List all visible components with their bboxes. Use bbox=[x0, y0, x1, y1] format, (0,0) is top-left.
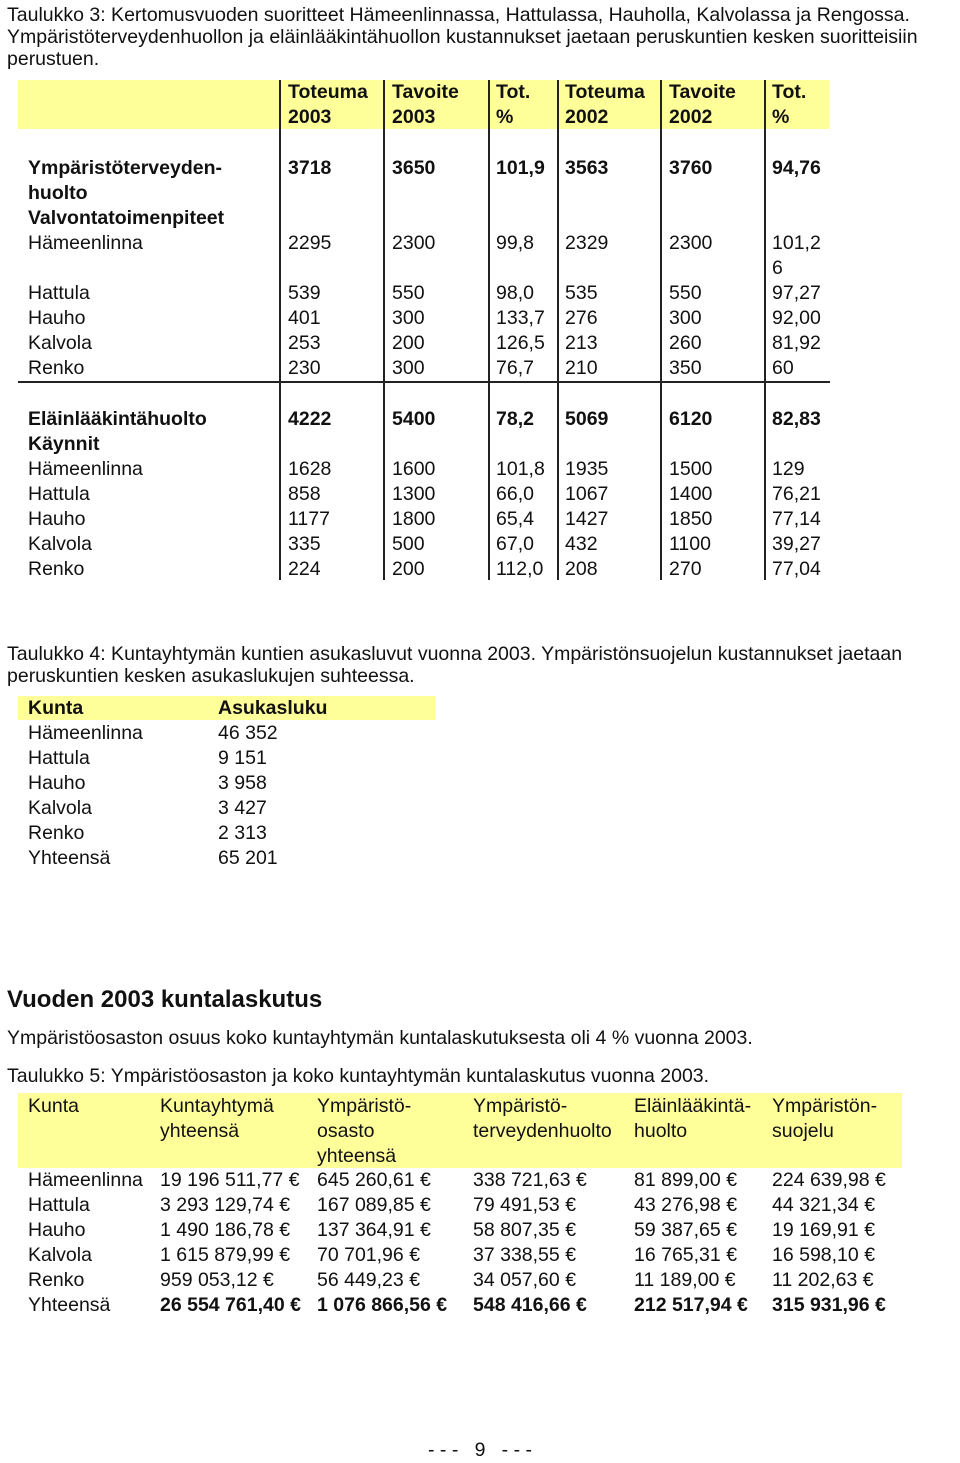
amount-cell: 959 053,12 € bbox=[160, 1269, 274, 1291]
euro-sign: € bbox=[409, 1244, 421, 1266]
section1-total: 3650 bbox=[392, 157, 436, 179]
col-header-6: Tot. % bbox=[772, 81, 807, 128]
euro-sign: € bbox=[565, 1244, 577, 1266]
section1-total: 3760 bbox=[669, 157, 713, 179]
amount-cell: 58 807,35 € bbox=[473, 1219, 577, 1241]
amount-cell: 37 338,55 € bbox=[473, 1244, 577, 1266]
col-header-kunta: Kunta bbox=[28, 697, 84, 719]
euro-sign: € bbox=[726, 1194, 738, 1216]
euro-sign: € bbox=[724, 1269, 736, 1291]
amount-cell: 43 276,98 € bbox=[634, 1194, 738, 1216]
amount-cell: 34 057,60 € bbox=[473, 1269, 577, 1291]
euro-sign: € bbox=[862, 1269, 874, 1291]
amount-cell: 11 189,00 € bbox=[634, 1269, 736, 1291]
amount-cell: 16 598,10 € bbox=[772, 1244, 876, 1266]
table3-caption: Taulukko 3: Kertomusvuoden suoritteet Hämeenlinnassa, Hattulassa, Hauholla, Kalvolassa ja Rengossa. Ympäristöterveydenhuollon ja eläinlääkintähuollon kustannukset jaetaan peruskuntien kesken suoritteisiin perustuen. bbox=[7, 4, 918, 70]
amount-cell: 548 416,66 € bbox=[473, 1294, 587, 1316]
euro-sign: € bbox=[737, 1294, 748, 1316]
euro-sign: € bbox=[726, 1244, 738, 1266]
euro-sign: € bbox=[726, 1169, 738, 1191]
col-header-ympariston-suojelu: Ympäristön- suojelu bbox=[772, 1095, 878, 1142]
row-label: Hämeenlinna bbox=[28, 1169, 143, 1191]
euro-sign: € bbox=[565, 1269, 577, 1291]
col-header-5: Tavoite 2002 bbox=[669, 81, 736, 128]
row-label: Kalvola bbox=[28, 1244, 92, 1266]
euro-sign: € bbox=[726, 1219, 738, 1241]
section-heading: Vuoden 2003 kuntalaskutus bbox=[7, 986, 323, 1013]
section2-total: 5069 bbox=[565, 408, 609, 430]
amount-cell: 137 364,91 € bbox=[317, 1219, 431, 1241]
col-header-kuntayhtyma: Kuntayhtymä yhteensä bbox=[160, 1095, 274, 1142]
table4-caption: Taulukko 4: Kuntayhtymän kuntien asukasluvut vuonna 2003. Ympäristönsuojelun kustannukset jaetaan peruskuntien kesken asukaslukujen suhteessa. bbox=[7, 643, 903, 687]
amount-cell: 1 490 186,78 € bbox=[160, 1219, 291, 1241]
amount-cell: 645 260,61 € bbox=[317, 1169, 431, 1191]
euro-sign: € bbox=[279, 1194, 291, 1216]
row-label: Hauho bbox=[28, 1219, 86, 1241]
section1-title-line1: Ympäristöterveyden- bbox=[28, 157, 222, 179]
amount-cell: 44 321,34 € bbox=[772, 1194, 876, 1216]
amount-cell: 3 293 129,74 € bbox=[160, 1194, 291, 1216]
section1-title-line2: huolto bbox=[28, 182, 88, 204]
section2-title: Eläinlääkintähuolto bbox=[28, 408, 207, 430]
euro-sign: € bbox=[875, 1294, 886, 1316]
amount-cell: 1 076 866,56 € bbox=[317, 1294, 448, 1316]
euro-sign: € bbox=[420, 1219, 431, 1241]
euro-sign: € bbox=[576, 1294, 587, 1316]
section2-total: 6120 bbox=[669, 408, 713, 430]
euro-sign: € bbox=[420, 1169, 431, 1191]
amount-cell: 19 169,91 € bbox=[772, 1219, 876, 1241]
col-header-ymparistoterveydenhuolto: Ympäristö- terveydenhuolto bbox=[473, 1095, 612, 1142]
col-header-asukasluku: Asukasluku bbox=[218, 697, 328, 719]
euro-sign: € bbox=[864, 1219, 876, 1241]
euro-sign: € bbox=[864, 1244, 876, 1266]
summary-paragraph: Ympäristöosaston osuus koko kuntayhtymän kuntalaskutuksesta oli 4 % vuonna 2003. bbox=[7, 1027, 753, 1049]
table5-header-background bbox=[18, 1093, 902, 1168]
row-label: Yhteensä bbox=[28, 1294, 111, 1316]
euro-sign: € bbox=[279, 1244, 291, 1266]
section2-total: 5400 bbox=[392, 408, 436, 430]
table5-caption: Taulukko 5: Ympäristöosaston ja koko kuntayhtymän kuntalaskutus vuonna 2003. bbox=[7, 1065, 710, 1087]
amount-cell: 26 554 761,40 € bbox=[160, 1294, 301, 1316]
amount-cell: 56 449,23 € bbox=[317, 1269, 421, 1291]
col-header-ymparisto-osasto: Ympäristö- osasto yhteensä bbox=[317, 1095, 412, 1167]
amount-cell: 1 615 879,99 € bbox=[160, 1244, 291, 1266]
euro-sign: € bbox=[565, 1194, 577, 1216]
euro-sign: € bbox=[875, 1169, 886, 1191]
section1-total: 94,76 bbox=[772, 157, 821, 179]
col-header-4: Toteuma 2002 bbox=[565, 81, 645, 128]
euro-sign: € bbox=[436, 1294, 448, 1316]
euro-sign: € bbox=[279, 1219, 291, 1241]
amount-cell: 19 196 511,77 € bbox=[160, 1169, 300, 1191]
section2-total: 78,2 bbox=[496, 408, 534, 430]
section2-total: 82,83 bbox=[772, 408, 821, 430]
col-header-2: Tavoite 2003 bbox=[392, 81, 459, 128]
row-label: Hattula bbox=[28, 1194, 90, 1216]
col-header-kunta: Kunta bbox=[28, 1095, 79, 1117]
row-label: Renko bbox=[28, 1269, 85, 1291]
amount-cell: 167 089,85 € bbox=[317, 1194, 431, 1216]
section1-total: 3718 bbox=[288, 157, 332, 179]
amount-cell: 11 202,63 € bbox=[772, 1269, 874, 1291]
section2-subtitle: Käynnit bbox=[28, 433, 100, 455]
col-header-elainlaakintahuolto: Eläinlääkintä- huolto bbox=[634, 1095, 752, 1142]
section2-total: 4222 bbox=[288, 408, 332, 430]
euro-sign: € bbox=[420, 1194, 431, 1216]
amount-cell: 81 899,00 € bbox=[634, 1169, 738, 1191]
amount-cell: 79 491,53 € bbox=[473, 1194, 577, 1216]
euro-sign: € bbox=[409, 1269, 421, 1291]
euro-sign: € bbox=[864, 1194, 876, 1216]
euro-sign: € bbox=[565, 1219, 577, 1241]
page-number: - - - 9 - - - bbox=[428, 1439, 532, 1461]
col-header-1: Toteuma 2003 bbox=[288, 81, 368, 128]
euro-sign: € bbox=[290, 1294, 301, 1316]
section1-subtitle: Valvontatoimenpiteet bbox=[28, 207, 225, 229]
amount-cell: 59 387,65 € bbox=[634, 1219, 738, 1241]
amount-cell: 70 701,96 € bbox=[317, 1244, 421, 1266]
section1-total: 101,9 bbox=[496, 157, 545, 179]
section1-total: 3563 bbox=[565, 157, 609, 179]
col-header-3: Tot. % bbox=[496, 81, 531, 128]
euro-sign: € bbox=[576, 1169, 587, 1191]
amount-cell: 315 931,96 € bbox=[772, 1294, 886, 1316]
amount-cell: 338 721,63 € bbox=[473, 1169, 587, 1191]
euro-sign: € bbox=[288, 1169, 300, 1191]
euro-sign: € bbox=[263, 1269, 274, 1291]
amount-cell: 16 765,31 € bbox=[634, 1244, 738, 1266]
amount-cell: 224 639,98 € bbox=[772, 1169, 886, 1191]
amount-cell: 212 517,94 € bbox=[634, 1294, 748, 1316]
